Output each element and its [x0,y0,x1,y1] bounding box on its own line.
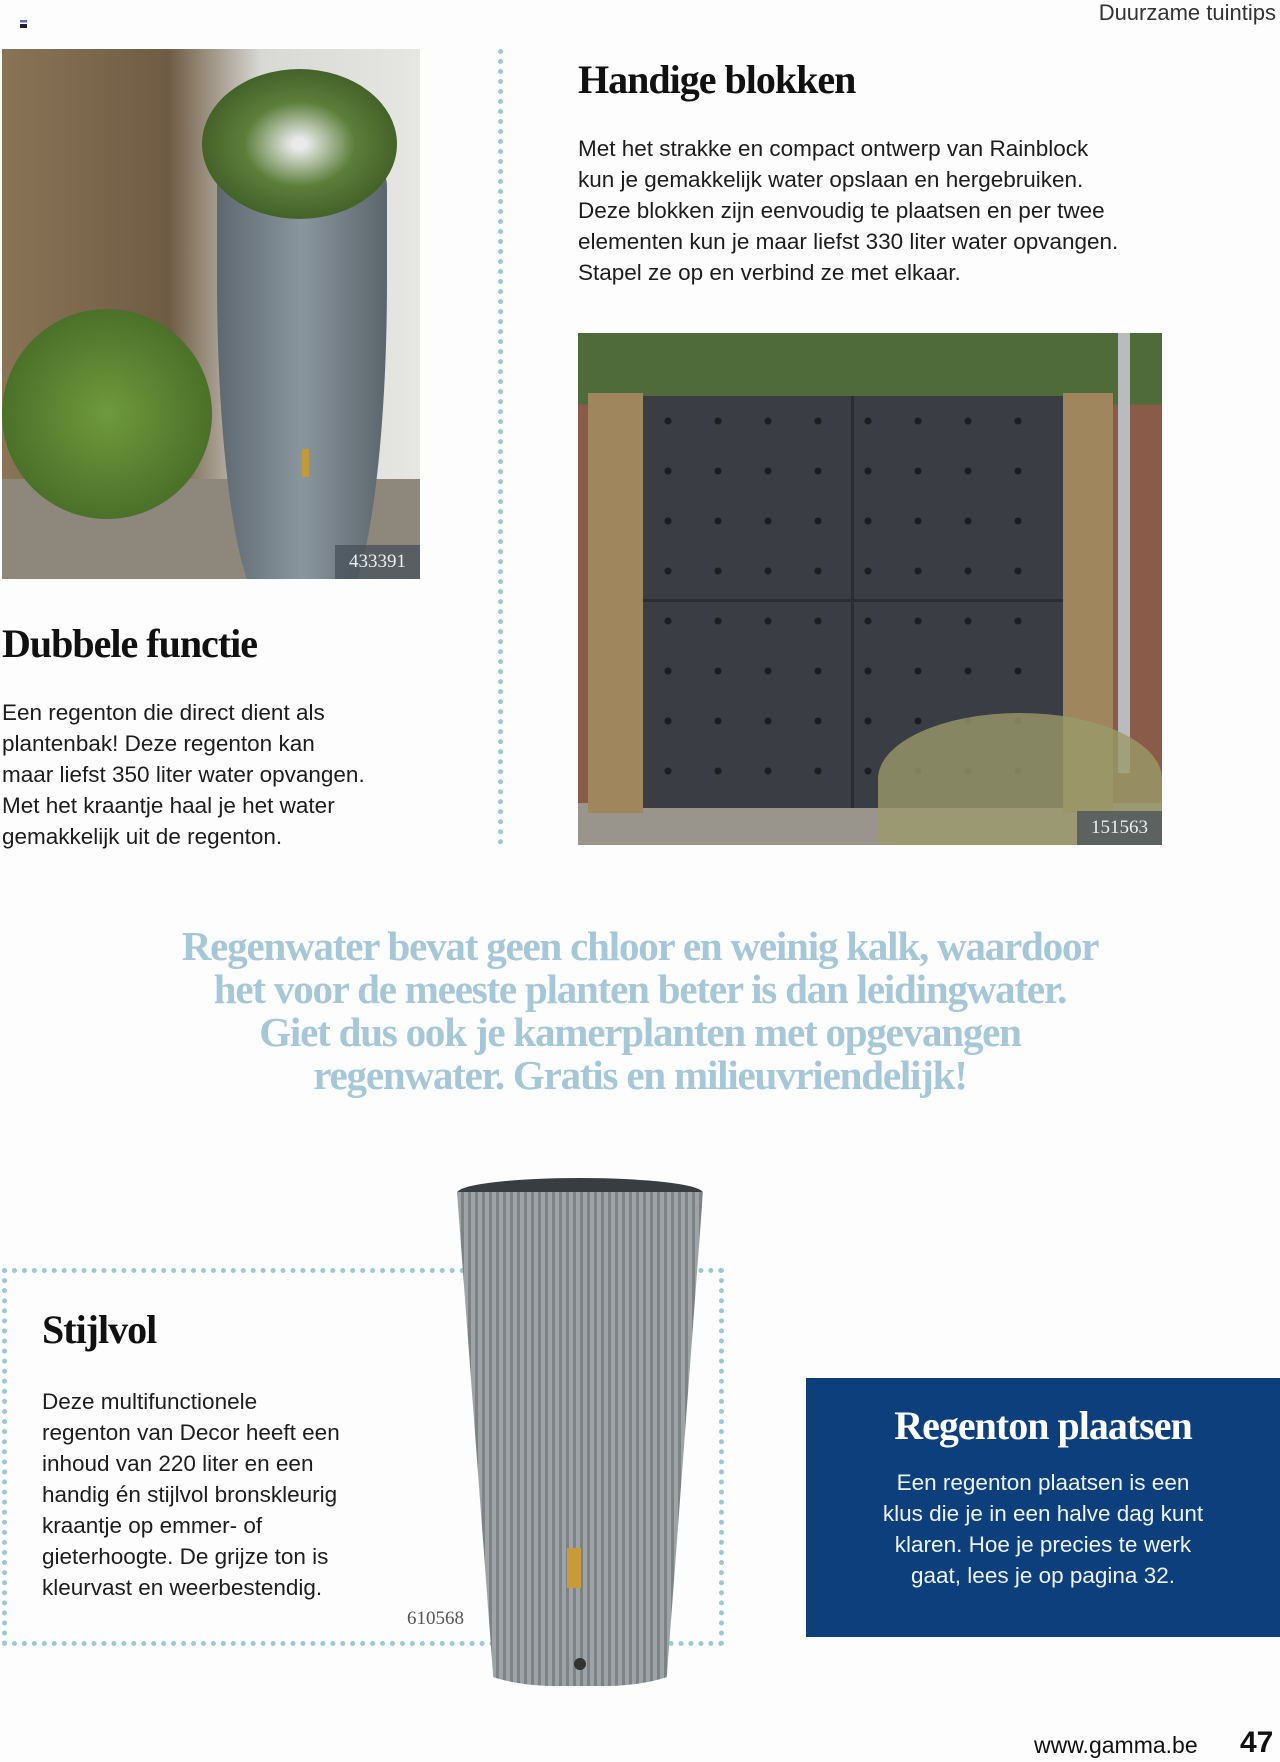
text-line: kleurvast en weerbestendig. [42,1575,323,1600]
sku-label: 610568 [407,1608,464,1629]
text-line: gemakkelijk uit de regenton. [2,824,283,849]
text-line: kun je gemakkelijk water opslaan en hergebruiken. [578,167,1084,192]
text-line: inhoud van 220 liter en een [42,1451,314,1476]
rainblock-photo [578,333,1162,845]
pull-quote [0,925,1280,1097]
section-title: Duurzame tuintips [1098,0,1276,25]
footer-url[interactable]: www.gamma.be [1034,1732,1198,1758]
heading-handige-blokken: Handige blokken [578,57,856,102]
text-line: Een regenton plaatsen is een [896,1470,1190,1495]
color-mark [20,20,27,28]
text-line: elementen kun je maar liefst 330 liter water opvangen. [578,229,1119,254]
text-line: regenton van Decor heeft een [42,1420,340,1445]
tap-icon [302,449,309,477]
callout-title: Regenton plaatsen [894,1403,1192,1448]
text-line: plantenbak! Deze regenton kan [2,731,315,756]
quote-line: het voor de meeste planten beter is dan leidingwater. [213,966,1067,1012]
tap-icon [567,1548,581,1588]
text-line: Deze multifunctionele [42,1389,258,1414]
text-line: kraantje op emmer- of [42,1513,263,1538]
callout-text [806,1467,1280,1591]
text-line: Deze blokken zijn eenvoudig te plaatsen en per twee [578,198,1105,223]
stijlvol-text [42,1386,340,1603]
handige-blokken-text [578,133,1118,288]
text-line: maar liefst 350 liter water opvangen. [2,762,365,787]
text-line: Een regenton die direct dient als [2,700,325,725]
text-line: gieterhoogte. De grijze ton is [42,1544,329,1569]
text-line: klaren. Hoe je precies te werk [894,1532,1192,1557]
sku-label: 433391 [335,545,420,579]
text-line: Met het kraantje haal je het water [2,793,335,818]
page-number: 47 [1240,1726,1274,1759]
heading-stijlvol: Stijlvol [42,1307,157,1352]
decor-barrel-photo [457,1178,703,1686]
dotted-divider [498,49,503,845]
sku-label: 151563 [1077,811,1162,845]
text-line: gaat, lees je op pagina 32. [911,1563,1175,1588]
quote-line: Regenwater bevat geen chloor en weinig kalk, waardoor [181,923,1099,969]
quote-line: Giet dus ook je kamerplanten met opgevangen [259,1009,1021,1055]
text-line: Met het strakke en compact ontwerp van Rainblock [578,136,1089,161]
dubbele-functie-text [2,697,365,852]
callout-box [806,1378,1280,1637]
planter-barrel-photo [2,49,420,579]
text-line: klus die je in een halve dag kunt [882,1501,1204,1526]
drain-icon [574,1658,586,1670]
heading-dubbele-functie: Dubbele functie [2,621,257,666]
quote-line: regenwater. Gratis en milieuvriendelijk! [313,1052,967,1098]
text-line: handig én stijlvol bronskleurig [42,1482,338,1507]
text-line: Stapel ze op en verbind ze met elkaar. [578,260,961,285]
